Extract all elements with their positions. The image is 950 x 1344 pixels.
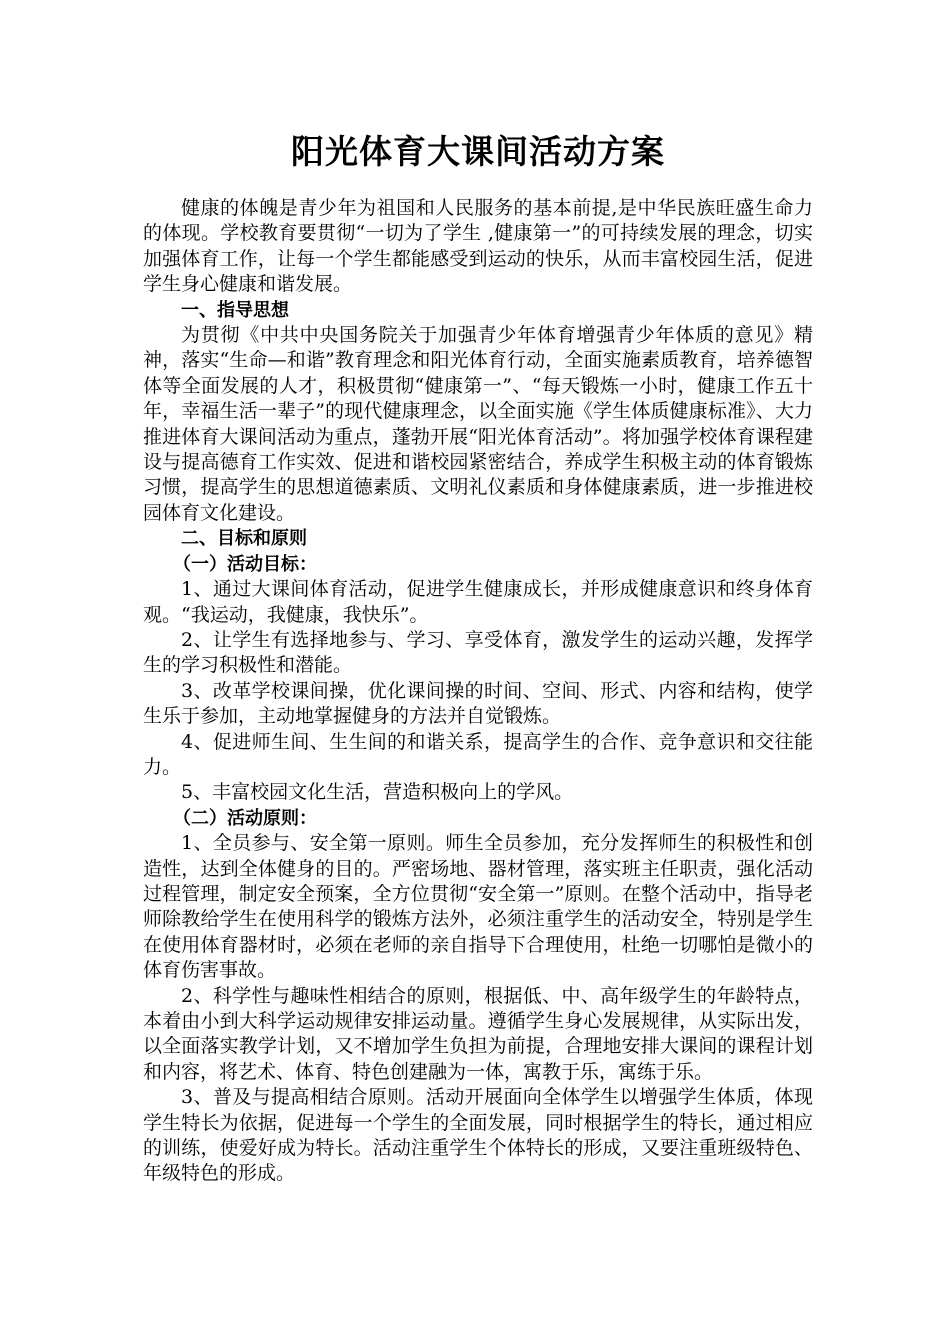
principle-item: 1、全员参与、安全第一原则。师生全员参加，充分发挥师生的积极性和创造性，达到全体健身的目的。严密场地、器材管理，落实班主任职责，强化活动过程管理，制定安全预案，全方位贯彻“安全第一”原则。在整个活动中，指导老师除教给学生在使用科学的锻炼方法外，必须注重学生的活动安全，特别是学生在使用体育器材时，必须在老师的亲自指导下合理使用，杜绝一切哪怕是微小的体育伤害事故。 bbox=[143, 832, 813, 982]
principle-item: 2、科学性与趣味性相结合的原则，根据低、中、高年级学生的年龄特点，本着由小到大科学运动规律安排运动量。遵循学生身心发展规律，从实际出发，以全面落实教学计划，又不增加学生负担为前提，合理地安排大课间的课程计划和内容，将艺术、体育、特色创建融为一体，寓教于乐，寓练于乐。 bbox=[143, 984, 813, 1083]
goal-item: 5、丰富校园文化生活，营造积极向上的学风。 bbox=[181, 781, 574, 804]
document-page bbox=[143, 122, 813, 1187]
section-heading-goals-principles: 二、目标和原则 bbox=[181, 528, 307, 550]
section-heading-guiding-idea: 一、指导思想 bbox=[181, 299, 289, 321]
intro-paragraph: 健康的体魄是青少年为祖国和人民服务的基本前提,是中华民族旺盛生命力的体现。学校教育要贯彻“一切为了学生 ,健康第一”的可持续发展的理念，切实加强体育工作，让每一个学生都能感受到运动的快乐，从而丰富校园生活，促进学生身心健康和谐发展。 bbox=[143, 197, 813, 296]
guiding-idea-paragraph: 为贯彻《中共中央国务院关于加强青少年体育增强青少年体质的意见》精神，落实“生命—和谐”教育理念和阳光体育行动，全面实施素质教育，培养德智体等全面发展的人才，积极贯彻“健康第一”、“每天锻炼一小时，健康工作五十年，幸福生活一辈子”的现代健康理念，以全面实施《学生体质健康标准》、大力推进体育大课间活动为重点，蓬勃开展“阳光体育活动”。将加强学校体育课程建设与提高德育工作实效、促进和谐校园紧密结合，养成学生积极主动的体育锻炼习惯，提高学生的思想道德素质、文明礼仪素质和身体健康素质，进一步推进校园体育文化建设。 bbox=[143, 324, 813, 524]
goal-item: 3、改革学校课间操，优化课间操的时间、空间、形式、内容和结构，使学生乐于参加，主动地掌握健身的方法并自觉锻炼。 bbox=[143, 679, 813, 728]
principle-item: 3、普及与提高相结合原则。活动开展面向全体学生以增强学生体质，体现学生特长为依据，促进每一个学生的全面发展，同时根据学生的特长，通过相应的训练，使爱好成为特长。活动注重学生个体特长的形成，又要注重班级特色、年级特色的形成。 bbox=[143, 1086, 813, 1185]
document-title: 阳光体育大课间活动方案 bbox=[291, 132, 665, 171]
goal-item: 1、通过大课间体育活动，促进学生健康成长，并形成健康意识和终身体育观。“我运动，我健康，我快乐”。 bbox=[143, 578, 813, 626]
goal-item: 4、促进师生间、生生间的和谐关系，提高学生的合作、竞争意识和交往能力。 bbox=[143, 730, 813, 778]
subheading-activity-goals: （一）活动目标： bbox=[173, 553, 317, 575]
subheading-activity-principles: （二）活动原则： bbox=[173, 807, 317, 829]
goal-item: 2、让学生有选择地参与、学习、享受体育，激发学生的运动兴趣，发挥学生的学习积极性和潜能。 bbox=[143, 628, 813, 677]
